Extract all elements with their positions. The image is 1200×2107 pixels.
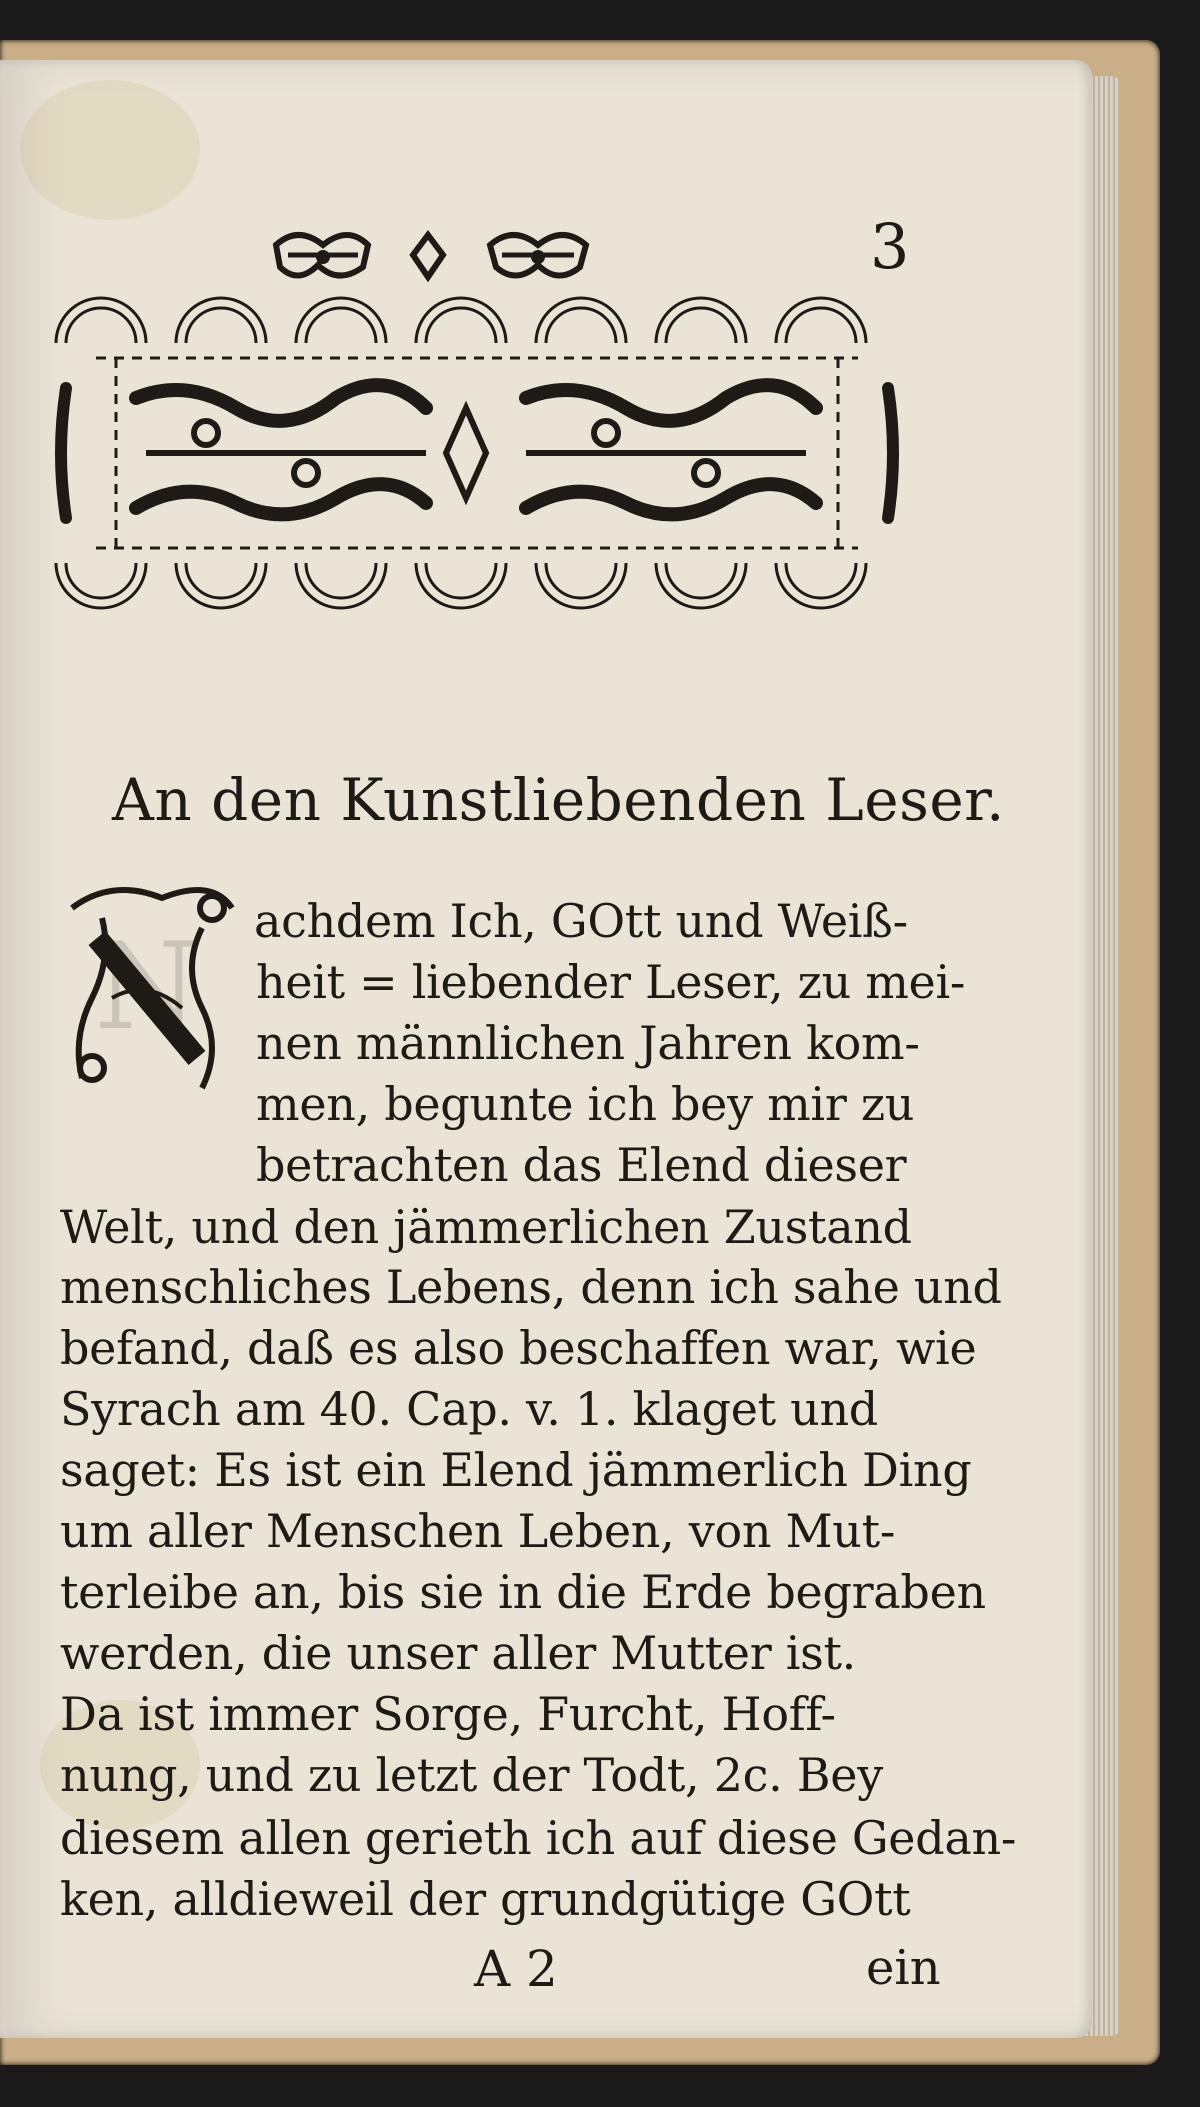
text-line: um aller Menschen Leben, von Mut- <box>60 1504 896 1558</box>
text-line: werden, die unser aller Mutter ist. <box>60 1626 856 1680</box>
text-line: heit = liebender Leser, zu mei- <box>256 955 966 1009</box>
decorated-initial-letter <box>52 878 242 1098</box>
text-line: befand, daß es also beschaffen war, wie <box>60 1321 977 1375</box>
text-line: men, begunte ich bey mir zu <box>256 1077 915 1131</box>
text-line: diesem allen gerieth ich auf diese Gedan- <box>60 1811 1017 1865</box>
paper-stain <box>20 80 200 220</box>
text-line: nung, und zu letzt der Todt, 2c. Bey <box>60 1748 883 1802</box>
page-number: 3 <box>870 210 910 283</box>
text-line: terleibe an, bis sie in die Erde begraben <box>60 1565 986 1619</box>
text-line: Syrach am 40. Cap. v. 1. klaget und <box>60 1382 878 1436</box>
text-line: betrachten das Elend dieser <box>256 1138 907 1192</box>
text-line: Welt, und den jämmerlichen Zustand <box>60 1200 912 1254</box>
text-line: saget: Es ist ein Elend jämmerlich Ding <box>60 1443 972 1497</box>
decorative-band-ornament-icon <box>46 288 908 618</box>
signature-mark: A 2 <box>474 1940 558 1998</box>
text-line: nen männlichen Jahren kom- <box>256 1016 920 1070</box>
section-heading: An den Kunstliebenden Leser. <box>112 766 1005 834</box>
text-line: ken, alldieweil der grundgütige GOtt <box>60 1872 911 1926</box>
book-page <box>0 60 1092 2038</box>
svg-text:N: N <box>94 918 200 1057</box>
text-line: menschliches Lebens, denn ich sahe und <box>60 1260 1002 1314</box>
catchword: ein <box>866 1940 941 1996</box>
text-line: Da ist immer Sorge, Furcht, Hoff- <box>60 1687 836 1741</box>
text-line: achdem Ich, GOtt und Weiß- <box>254 894 908 948</box>
